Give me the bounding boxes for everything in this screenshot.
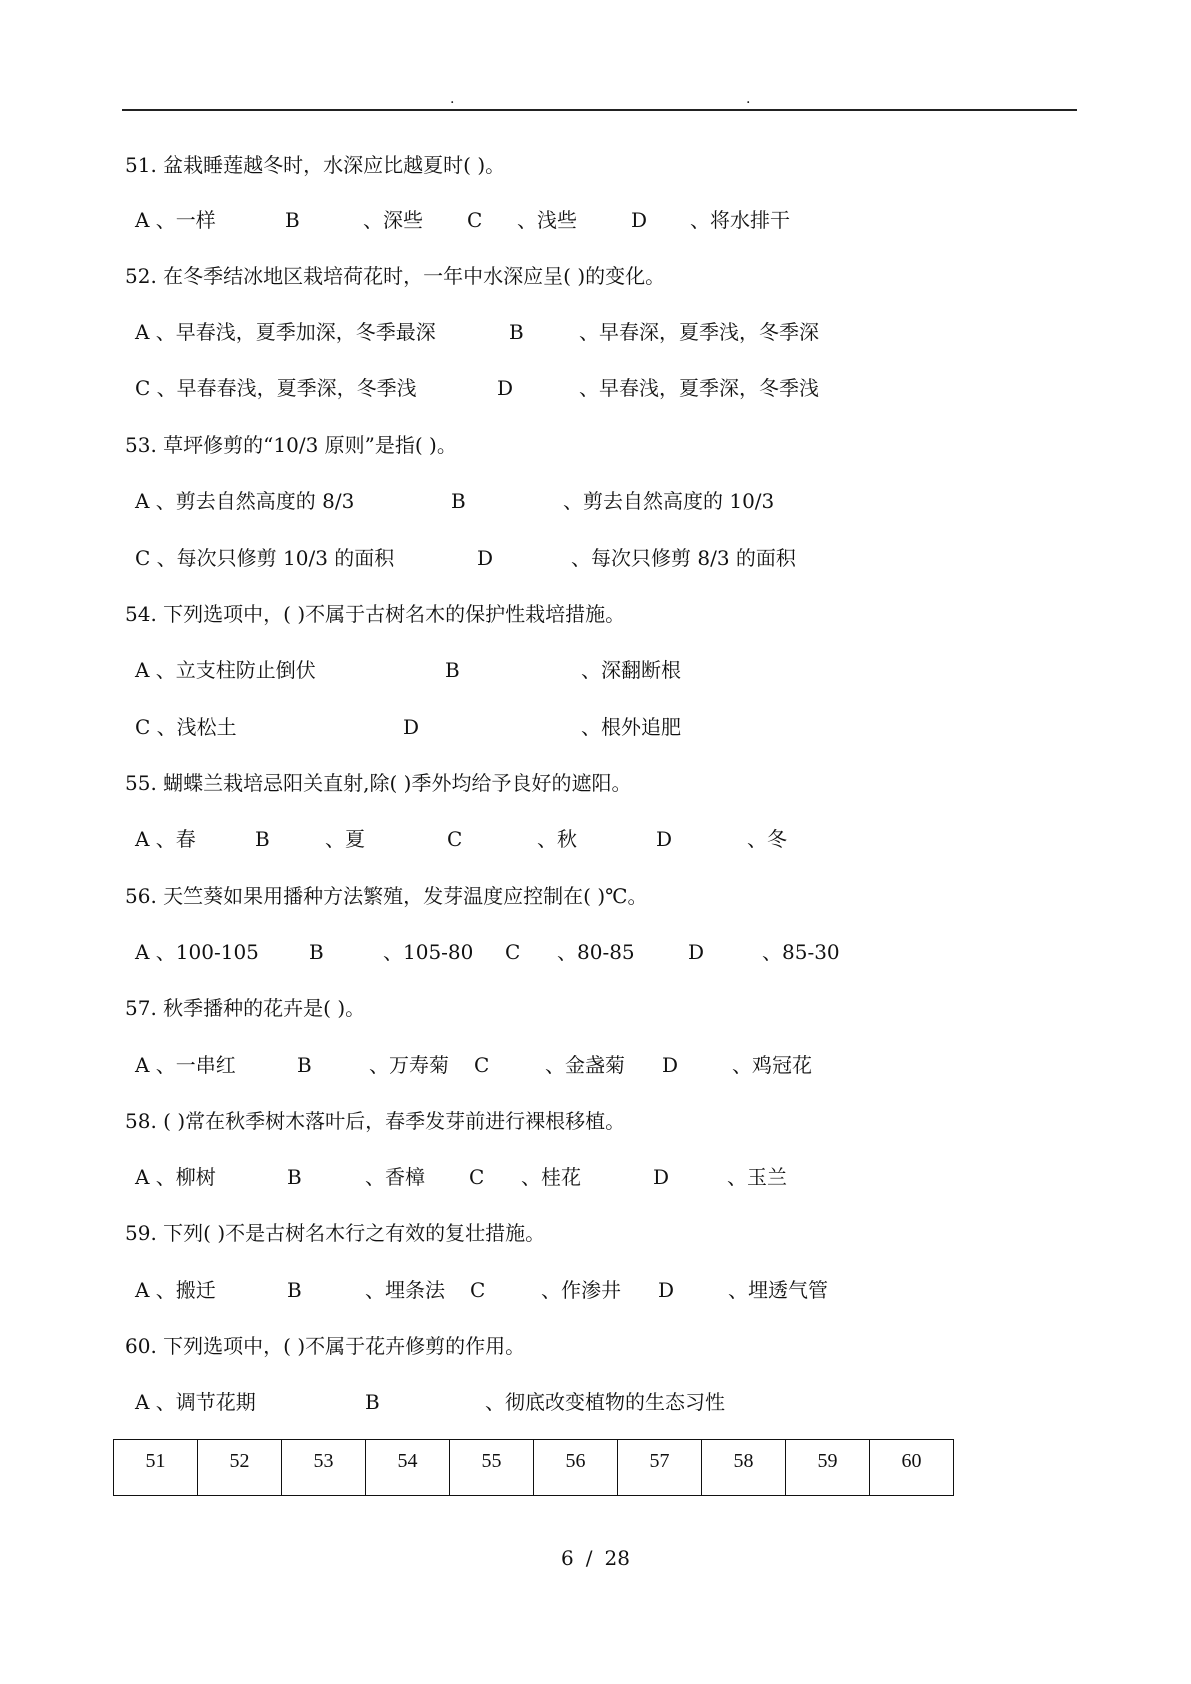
option-b: 、深翻断根 bbox=[581, 658, 681, 682]
option-c-letter: C bbox=[469, 1165, 485, 1189]
option-d-letter: D bbox=[631, 208, 648, 232]
answer-cell-54: 54 bbox=[366, 1440, 450, 1496]
answer-cell-59: 59 bbox=[786, 1440, 870, 1496]
option-d-letter: D bbox=[656, 827, 673, 851]
option-a: A 、一样 bbox=[135, 208, 216, 232]
option-d-letter: D bbox=[477, 546, 494, 570]
question-55: 55. 蝴蝶兰栽培忌阳关直射,除( )季外均给予良好的遮阳。 bbox=[125, 771, 632, 795]
options-59 bbox=[135, 1275, 828, 1305]
option-b-letter: B bbox=[365, 1390, 380, 1414]
answer-cell-57: 57 bbox=[618, 1440, 702, 1496]
option-a: A 、春 bbox=[135, 827, 196, 851]
option-d-letter: D bbox=[653, 1165, 670, 1189]
answer-cell-53: 53 bbox=[282, 1440, 366, 1496]
option-d: 、埋透气管 bbox=[728, 1278, 828, 1302]
question-52: 52. 在冬季结冰地区栽培荷花时，一年中水深应呈( )的变化。 bbox=[125, 264, 666, 288]
answer-cell-55: 55 bbox=[450, 1440, 534, 1496]
question-57: 57. 秋季播种的花卉是( )。 bbox=[125, 996, 366, 1020]
question-51: 51. 盆栽睡莲越冬时，水深应比越夏时( )。 bbox=[125, 153, 506, 177]
option-d: 、85-30 bbox=[762, 940, 840, 964]
option-b: 、夏 bbox=[325, 827, 365, 851]
option-d-letter: D bbox=[688, 940, 705, 964]
option-d: 、将水排干 bbox=[690, 208, 790, 232]
answer-cell-60: 60 bbox=[870, 1440, 954, 1496]
option-c: 、80-85 bbox=[557, 940, 635, 964]
header-rule bbox=[122, 109, 1077, 111]
options-55 bbox=[135, 824, 787, 854]
option-c: 、秋 bbox=[537, 827, 577, 851]
option-b-letter: B bbox=[509, 320, 524, 344]
option-b-letter: B bbox=[297, 1053, 312, 1077]
option-c-letter: C bbox=[467, 208, 483, 232]
option-a: A 、柳树 bbox=[135, 1165, 216, 1189]
options-56 bbox=[135, 937, 840, 967]
options-54-ab bbox=[135, 655, 681, 685]
option-b: 、早春深，夏季浅，冬季深 bbox=[579, 320, 819, 344]
options-52-cd bbox=[135, 373, 819, 403]
option-a: A 、立支柱防止倒伏 bbox=[135, 658, 316, 682]
options-54-cd bbox=[135, 712, 681, 742]
option-a: A 、一串红 bbox=[135, 1053, 236, 1077]
option-d: 、早春浅，夏季深，冬季浅 bbox=[579, 376, 819, 400]
option-d: 、每次只修剪 8/3 的面积 bbox=[571, 546, 796, 570]
options-60 bbox=[135, 1387, 725, 1417]
option-b-letter: B bbox=[287, 1165, 302, 1189]
option-b: 、埋条法 bbox=[365, 1278, 445, 1302]
option-b-letter: B bbox=[255, 827, 270, 851]
option-c-letter: C bbox=[470, 1278, 486, 1302]
option-d-letter: D bbox=[658, 1278, 675, 1302]
question-60: 60. 下列选项中，( )不属于花卉修剪的作用。 bbox=[125, 1334, 526, 1358]
option-a: A 、调节花期 bbox=[135, 1390, 256, 1414]
option-c: 、桂花 bbox=[521, 1165, 581, 1189]
options-53-ab bbox=[135, 486, 774, 516]
option-b: 、剪去自然高度的 10/3 bbox=[563, 489, 775, 513]
option-d: 、根外追肥 bbox=[581, 715, 681, 739]
answer-table bbox=[113, 1439, 954, 1496]
option-b: 、105-80 bbox=[383, 940, 474, 964]
option-c-letter: C bbox=[474, 1053, 490, 1077]
option-c-letter: C bbox=[505, 940, 521, 964]
page-total: 28 bbox=[604, 1546, 630, 1570]
option-b-letter: B bbox=[309, 940, 324, 964]
page-separator: / bbox=[585, 1546, 593, 1570]
option-a: A 、早春浅，夏季加深，冬季最深 bbox=[135, 320, 436, 344]
options-57 bbox=[135, 1050, 812, 1080]
options-53-cd bbox=[135, 543, 796, 573]
option-b-letter: B bbox=[285, 208, 300, 232]
answer-cell-52: 52 bbox=[198, 1440, 282, 1496]
option-d: 、冬 bbox=[747, 827, 787, 851]
page-current: 6 bbox=[561, 1546, 574, 1570]
answer-cell-51: 51 bbox=[114, 1440, 198, 1496]
option-c: 、浅些 bbox=[517, 208, 577, 232]
page-number bbox=[0, 1546, 1191, 1570]
option-a: A 、100-105 bbox=[135, 940, 259, 964]
options-51 bbox=[135, 205, 790, 235]
option-a: A 、剪去自然高度的 8/3 bbox=[135, 489, 355, 513]
answer-cell-58: 58 bbox=[702, 1440, 786, 1496]
answer-table-row bbox=[114, 1440, 954, 1496]
header-dot-left: . bbox=[450, 91, 455, 107]
option-b: 、香樟 bbox=[365, 1165, 425, 1189]
option-b-letter: B bbox=[287, 1278, 302, 1302]
option-c: 、金盏菊 bbox=[545, 1053, 625, 1077]
option-c: C 、浅松土 bbox=[135, 715, 237, 739]
option-d-letter: D bbox=[497, 376, 514, 400]
option-d: 、玉兰 bbox=[727, 1165, 787, 1189]
option-b-letter: B bbox=[445, 658, 460, 682]
option-a: A 、搬迁 bbox=[135, 1278, 216, 1302]
option-d-letter: D bbox=[662, 1053, 679, 1077]
option-b: 、深些 bbox=[363, 208, 423, 232]
question-53: 53. 草坪修剪的“10/3 原则”是指( )。 bbox=[125, 433, 457, 457]
option-c-letter: C bbox=[447, 827, 463, 851]
option-d: 、鸡冠花 bbox=[732, 1053, 812, 1077]
question-58: 58. ( )常在秋季树木落叶后，春季发芽前进行裸根移植。 bbox=[125, 1109, 626, 1133]
option-b: 、万寿菊 bbox=[369, 1053, 449, 1077]
answer-cell-56: 56 bbox=[534, 1440, 618, 1496]
option-c: C 、每次只修剪 10/3 的面积 bbox=[135, 546, 395, 570]
option-b-letter: B bbox=[451, 489, 466, 513]
option-c: C 、早春春浅，夏季深，冬季浅 bbox=[135, 376, 417, 400]
option-d-letter: D bbox=[403, 715, 420, 739]
options-52-ab bbox=[135, 317, 819, 347]
question-56: 56. 天竺葵如果用播种方法繁殖，发芽温度应控制在( )℃。 bbox=[125, 884, 648, 908]
option-c: 、作渗井 bbox=[541, 1278, 621, 1302]
options-58 bbox=[135, 1162, 787, 1192]
question-59: 59. 下列( )不是古树名木行之有效的复壮措施。 bbox=[125, 1221, 546, 1245]
question-54: 54. 下列选项中，( )不属于古树名木的保护性栽培措施。 bbox=[125, 602, 626, 626]
header-dot-right: . bbox=[746, 91, 751, 107]
option-b: 、彻底改变植物的生态习性 bbox=[485, 1390, 725, 1414]
